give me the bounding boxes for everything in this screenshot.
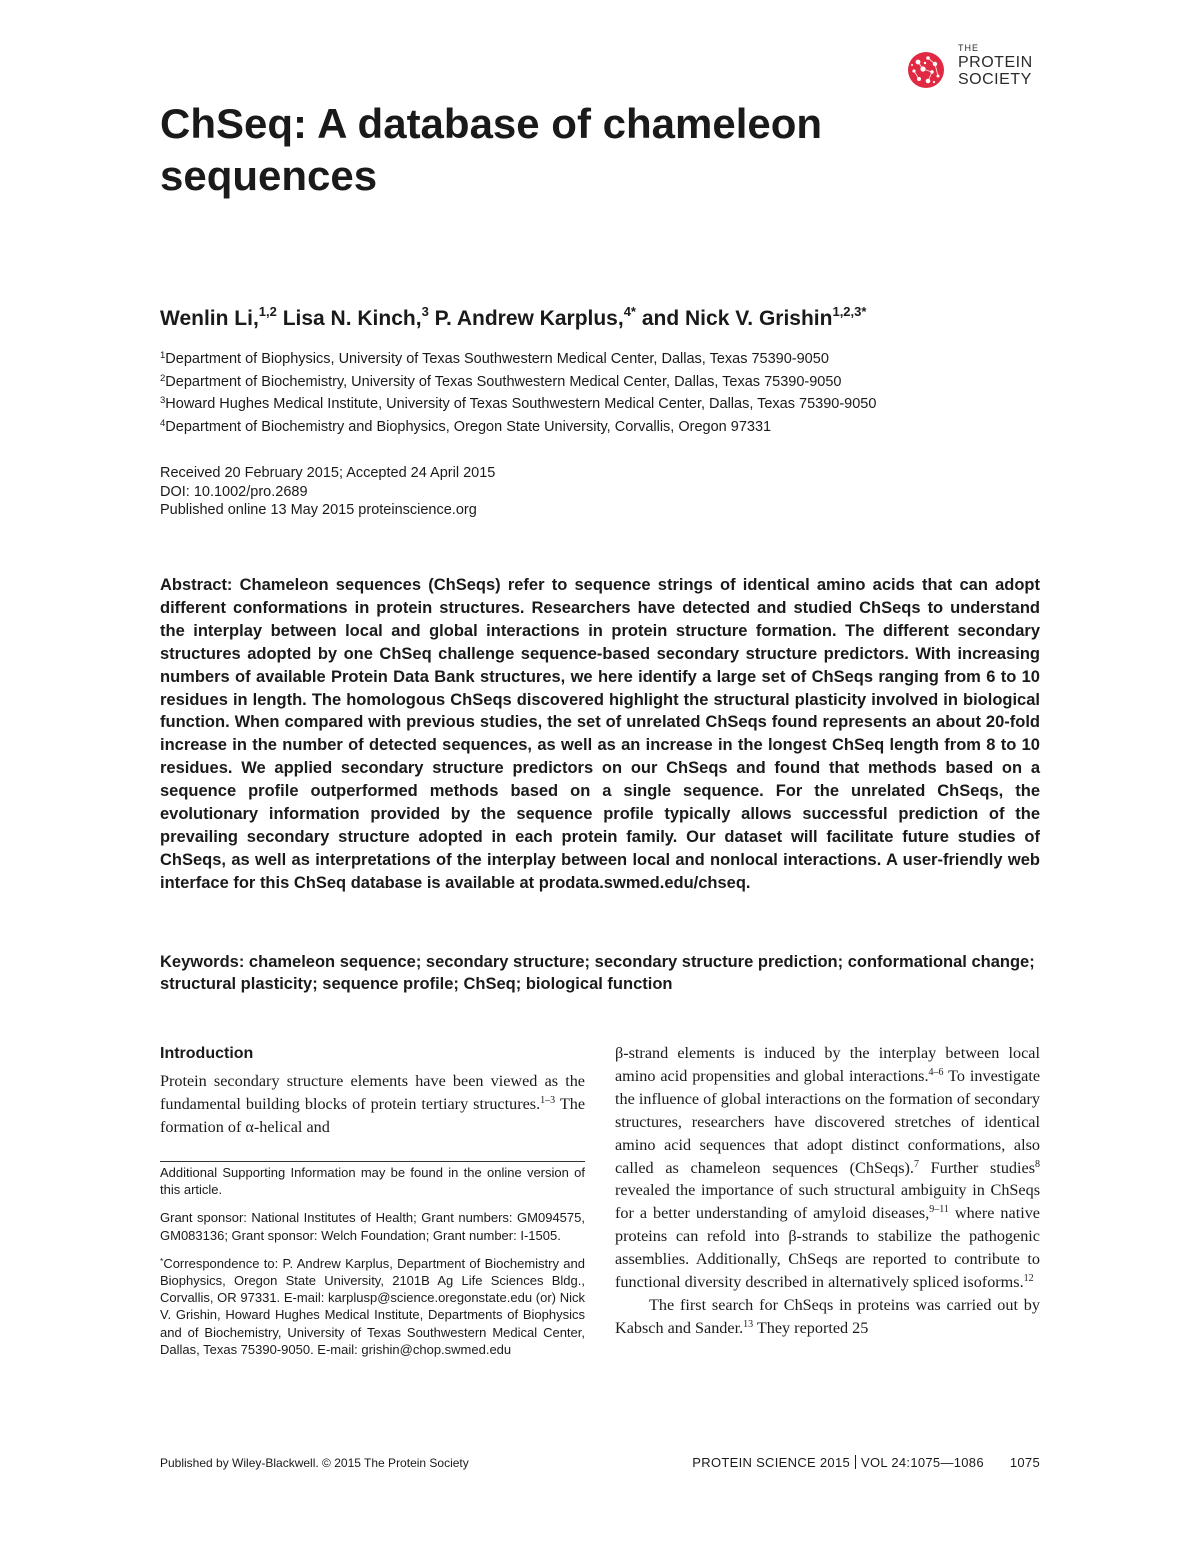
- citation: 1–3: [540, 1094, 556, 1106]
- intro-paragraph-right-2: [615, 1294, 1040, 1340]
- abstract: Abstract: Chameleon sequences (ChSeqs) refer to sequence strings of identical amino acids that can adopt different conformations in protein structures. Researchers have detected and studied ChSeqs to understand the interplay between local and global interactions in protein structure formation. The different secondary structures adopted by one ChSeq challenge sequence-based secondary structure predictors. With increasing numbers of available Protein Data Bank structures, we here identify a large set of ChSeqs ranging from 6 to 10 residues in length. The homologous ChSeqs discovered highlight the structural plasticity involved in biological function. When compared with previous studies, the set of unrelated ChSeqs found represents an about 20-fold increase in the number of detected sequences, as well as an increase in the longest ChSeq length from 8 to 10 residues. We applied secondary structure predictors on our ChSeqs and found that methods based on a sequence profile outperformed methods based on a single sequence. For the unrelated ChSeqs, the evolutionary information provided by the sequence profile typically allows successful prediction of the prevailing secondary structure adopted in each protein family. Our dataset will facilitate future studies of ChSeqs, as well as interpretations of the interplay between local and nonlocal interactions. A user-friendly web interface for this ChSeq database is available at prodata.swmed.edu/chseq.: [160, 576, 1040, 892]
- body-text: Protein secondary structure elements have been viewed as the fundamental building blocks of protein tertiary structures.: [160, 1072, 585, 1113]
- logo-wordmark: [958, 44, 1033, 88]
- author-name: P. Andrew Karplus,: [434, 307, 624, 330]
- author-affil-sup: 3: [421, 304, 429, 319]
- footnote-grant: Grant sponsor: National Institutes of Health; Grant numbers: GM094575, GM083136; Grant sponsor: Welch Foundation; Grant number: I-1505.: [160, 1210, 585, 1243]
- citation: 9–11: [929, 1204, 949, 1216]
- intro-paragraph-left: [160, 1070, 585, 1139]
- affiliations: [160, 348, 1060, 438]
- author-list: [160, 305, 1060, 333]
- citation: 13: [743, 1318, 754, 1330]
- body-text: revealed the importance of such structural ambiguity in ChSeqs for a better understanding of amyloid diseases,: [615, 1181, 1040, 1223]
- section-heading-introduction: Introduction: [160, 1045, 254, 1062]
- right-column: [615, 1042, 1040, 1340]
- logo-line-2: PROTEIN: [958, 54, 1033, 71]
- doi: DOI: 10.1002/pro.2689: [160, 483, 308, 500]
- affiliation-text: Department of Biophysics, University of Texas Southwestern Medical Center, Dallas, Texas 75390-9050: [165, 351, 829, 367]
- body-text: To investigate the influence of global interactions on the formation of secondary structures, researchers have discovered stretches of identical amino acid sequences that adopt distinct conformations, also called as chameleon sequences (ChSeqs).: [615, 1066, 1041, 1177]
- affiliation-number: 3: [160, 395, 166, 406]
- footnotes: [160, 1164, 585, 1369]
- body-text: Further studies: [918, 1158, 1035, 1177]
- affiliation: [160, 348, 1060, 371]
- footer-journal-info: [692, 1455, 1040, 1470]
- affiliation: [160, 371, 1060, 394]
- body-text: They reported 25: [753, 1318, 869, 1337]
- published-online: Published online 13 May 2015 proteinscience.org: [160, 502, 477, 518]
- footnote-supporting-info: Additional Supporting Information may be found in the online version of this article.: [160, 1165, 585, 1198]
- affiliation-text: Department of Biochemistry and Biophysics, Oregon State University, Corvallis, Oregon 97331: [165, 418, 772, 435]
- footnote-correspondence: [160, 1255, 585, 1358]
- body-text: The formation of α-helical and: [160, 1094, 586, 1136]
- author-name: and Nick V. Grishin: [641, 307, 833, 330]
- footer-page-number: 1075: [1009, 1455, 1040, 1470]
- author-affil-sup: 1,2,3*: [832, 304, 867, 319]
- body-text: β-strand elements is induced by the interplay between local amino acid propensities and global interactions.: [615, 1044, 1040, 1085]
- correspondence-text: Correspondence to: P. Andrew Karplus, Department of Biochemistry and Biophysics, Oregon State University, 2101B Ag Life Sciences Bldg., Corvallis, OR 97331. E-mail: karplusp@science.oregonstate.edu (or) Nick V. Grishin, Howard Hughes Medical Institute, Departments of Biophysics and of Biochemistry, University of Texas Southwestern Medical Center, Dallas, Texas 75390-9050. E-mail: grishin@chop.swmed.edu: [160, 1255, 585, 1357]
- footer-volume: VOL 24:1075—1086: [861, 1455, 984, 1470]
- footer-publisher: Published by Wiley-Blackwell. © 2015 The Protein Society: [160, 1456, 469, 1470]
- logo-line-1: THE: [958, 43, 979, 53]
- received-accepted: Received 20 February 2015; Accepted 24 April 2015: [160, 465, 496, 481]
- body-text: where native proteins can refold into β-strands to stabilize the pathogenic assemblies. Additionally, ChSeqs are reported to contribute to functional diversity described in alternatively spliced isoforms.: [615, 1204, 1040, 1292]
- author-name: Lisa N. Kinch,: [282, 307, 422, 330]
- affiliation: [160, 416, 1060, 439]
- citation: 8: [1035, 1158, 1040, 1170]
- citation: 4–6: [928, 1066, 944, 1078]
- affiliation-number: 2: [160, 372, 166, 384]
- author-name: Wenlin Li,: [160, 307, 259, 330]
- protein-society-globe-icon: [904, 49, 950, 91]
- affiliation-number: 1: [160, 350, 166, 361]
- keywords: Keywords: chameleon sequence; secondary structure; secondary structure prediction; conformational change; structural plasticity; sequence profile; ChSeq; biological function: [160, 953, 1035, 993]
- left-column: [160, 1044, 585, 1139]
- body-text: The first search for ChSeqs in proteins was carried out by Kabsch and Sander.: [615, 1295, 1040, 1337]
- protein-society-logo: [904, 44, 1054, 96]
- affiliation-text: Department of Biochemistry, University of Texas Southwestern Medical Center, Dallas, Texas 75390-9050: [165, 373, 842, 390]
- footnote-divider: [160, 1161, 585, 1162]
- affiliation-number: 4: [160, 417, 166, 429]
- citation: 12: [1023, 1273, 1034, 1285]
- article-title: ChSeq: A database of chameleon sequences: [160, 100, 823, 199]
- affiliation: [160, 393, 1060, 416]
- footnote-asterisk: *: [160, 1255, 164, 1266]
- footer-separator: [855, 1455, 856, 1469]
- publication-dates: [160, 464, 760, 520]
- citation: 7: [913, 1158, 919, 1170]
- footer-journal: PROTEIN SCIENCE 2015: [692, 1455, 851, 1470]
- affiliation-text: Howard Hughes Medical Institute, University of Texas Southwestern Medical Center, Dallas, Texas 75390-9050: [165, 396, 877, 412]
- author-affil-sup: 4*: [623, 304, 636, 319]
- intro-paragraph-right-1: [615, 1042, 1040, 1294]
- logo-line-3: SOCIETY: [958, 71, 1032, 88]
- author-affil-sup: 1,2: [258, 304, 277, 319]
